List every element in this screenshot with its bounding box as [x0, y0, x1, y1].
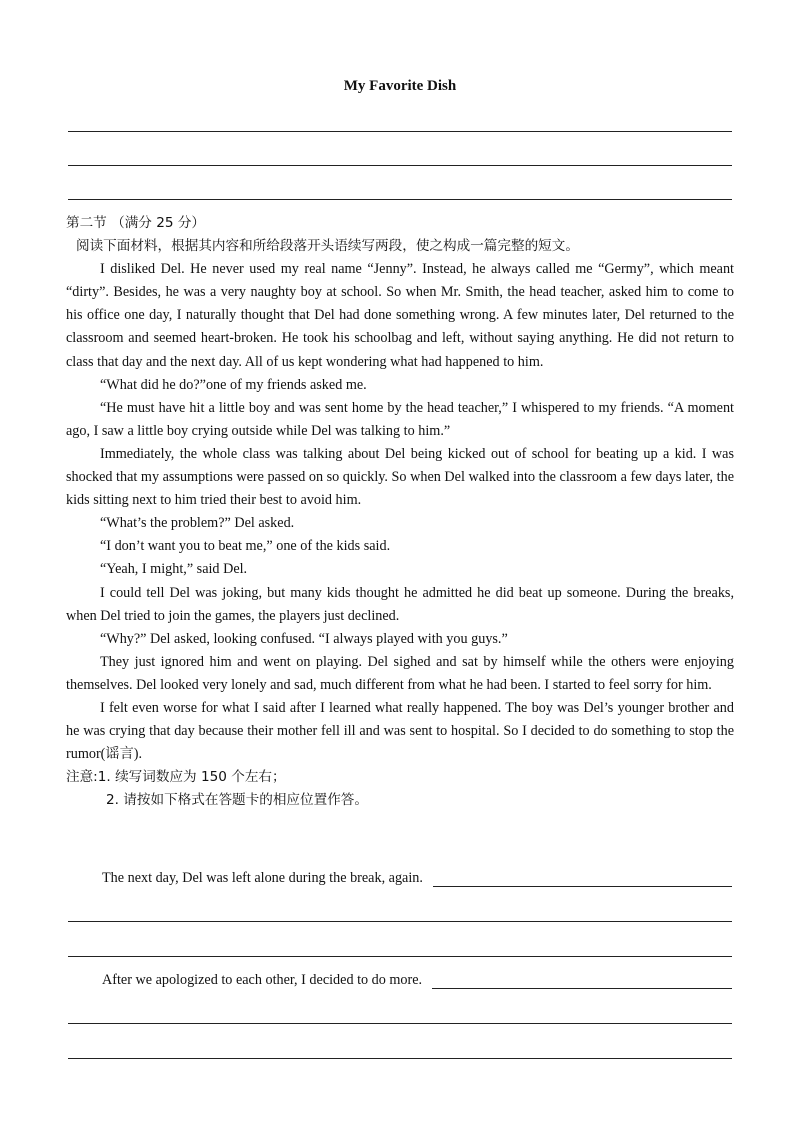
- story-paragraph: “I don’t want you to beat me,” one of the kids said.: [100, 538, 391, 555]
- notes-label: 注意:: [66, 769, 98, 786]
- answer-line: [68, 131, 732, 132]
- prompt-row: [102, 870, 732, 887]
- story-paragraph: I disliked Del. He never used my real name “Jenny”. Instead, he always called me “Germy”, which meant “dirty”. Besides, he was a very naughty boy at school. So when Mr. Smith, the head teacher, asked him to come to his office one day, I naturally thought that Del had done something wrong. A few minutes later, Del returned to the classroom and seemed heart-broken. He took his schoolbag and left, without saying anything. He did not return to class that day and the next day. All of us kept wondering what had happened to him.: [66, 261, 734, 370]
- story-paragraph: “Why?” Del asked, looking confused. “I always played with you guys.”: [100, 630, 508, 647]
- answer-line[interactable]: [68, 956, 732, 957]
- note-item: 1. 续写词数应为 150 个左右；: [97, 769, 286, 786]
- answer-line: [68, 165, 732, 166]
- answer-blank[interactable]: [433, 872, 732, 887]
- essay-title: My Favorite Dish: [343, 78, 457, 94]
- story-paragraph: “What did he do?”one of my friends asked me.: [100, 376, 367, 393]
- story-paragraph: “Yeah, I might,” said Del.: [100, 561, 248, 578]
- story-paragraph: “What’s the problem?” Del asked.: [100, 515, 295, 532]
- story-paragraph: I could tell Del was joking, but many kids thought he admitted he did beat up someone. During the breaks, when Del tried to join the games, the players just declined.: [66, 584, 734, 624]
- answer-blank[interactable]: [432, 974, 732, 989]
- continuation-writing-section: [66, 212, 734, 812]
- answer-line[interactable]: [68, 1058, 732, 1059]
- answer-line: [68, 199, 732, 200]
- section-heading: 第二节 （满分 25 分）: [66, 215, 206, 231]
- answer-line[interactable]: [68, 921, 732, 922]
- notes-block: [66, 766, 734, 789]
- paragraph-opener: After we apologized to each other, I decided to do more.: [102, 972, 423, 988]
- story-paragraph: They just ignored him and went on playing. Del sighed and sat by himself while the others were enjoying themselves. Del looked very lonely and sad, much different from what he had been. I started to feel sorry for him.: [66, 653, 734, 693]
- instruction-text: 阅读下面材料，根据其内容和所给段落开头语续写两段，使之构成一篇完整的短文。: [76, 238, 579, 255]
- answer-line[interactable]: [68, 1023, 732, 1024]
- paragraph-opener: The next day, Del was left alone during the break, again.: [102, 870, 423, 886]
- story-paragraph: “He must have hit a little boy and was sent home by the head teacher,” I whispered to my friends. “A moment ago, I saw a little boy crying outside while Del was talking to him.”: [66, 399, 734, 439]
- prompt-row: [102, 972, 732, 989]
- story-paragraph: I felt even worse for what I said after I learned what really happened. The boy was Del’s younger brother and he was crying that day because their mother fell ill and was sent to hospital. So I decided to do something to stop the rumor(谣言).: [66, 699, 734, 763]
- story-paragraph: Immediately, the whole class was talking about Del being kicked out of school for beating up a kid. I was shocked that my assumptions were passed on so quickly. So when Del walked into the classroom a few days later, the kids sitting next to him tried their best to avoid him.: [66, 445, 734, 509]
- note-item: 2. 请按如下格式在答题卡的相应位置作答。: [106, 792, 368, 809]
